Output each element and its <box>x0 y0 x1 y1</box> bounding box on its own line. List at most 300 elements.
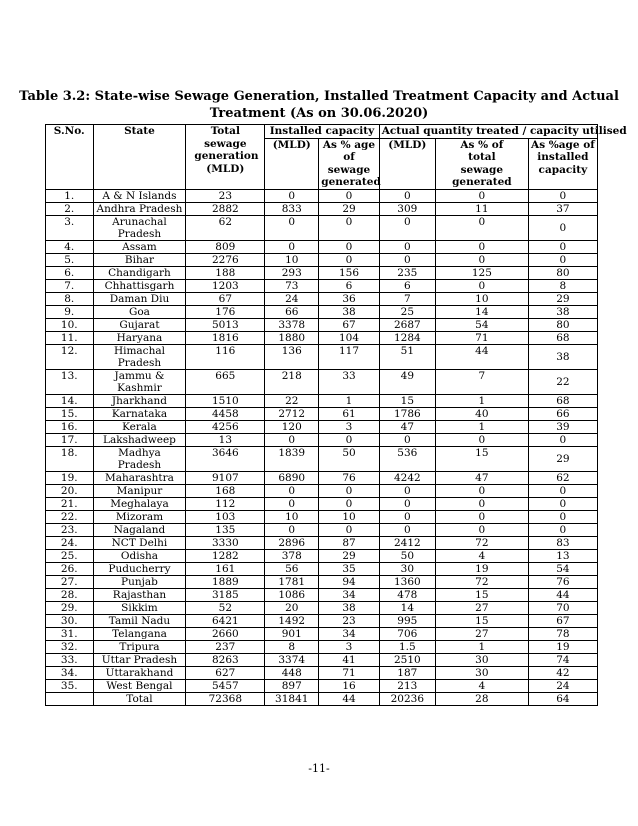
cell-value: 74 <box>528 653 597 666</box>
cell-sno: 29. <box>46 601 94 614</box>
cell-value: 15 <box>435 614 528 627</box>
cell-value: 2276 <box>186 253 265 266</box>
cell-value: 309 <box>379 202 435 215</box>
table-row <box>46 433 598 446</box>
cell-value: 71 <box>319 666 380 679</box>
cell-value: 0 <box>319 433 380 446</box>
table-row <box>46 279 598 292</box>
cell-value: 47 <box>435 471 528 484</box>
table-row <box>46 588 598 601</box>
table-row <box>46 420 598 433</box>
cell-value: 1282 <box>186 549 265 562</box>
cell-value: 161 <box>186 562 265 575</box>
cell-sno: 20. <box>46 484 94 497</box>
cell-value: 3646 <box>186 446 265 471</box>
header-sno: S.No. <box>46 125 94 190</box>
cell-value: 120 <box>265 420 319 433</box>
cell-state: Haryana <box>93 331 186 344</box>
cell-value: 15 <box>435 588 528 601</box>
cell-sno: 33. <box>46 653 94 666</box>
cell-state: Mizoram <box>93 510 186 523</box>
cell-value: 15 <box>435 446 528 471</box>
cell-value: 68 <box>528 394 597 407</box>
cell-value: 19 <box>528 640 597 653</box>
cell-value: 1 <box>435 420 528 433</box>
cell-value: 1786 <box>379 407 435 420</box>
table-title-line1: Table 3.2: State-wise Sewage Generation, Installed Treatment Capacity and Actual <box>19 89 619 104</box>
cell-value: 0 <box>265 189 319 202</box>
cell-value: 29 <box>319 549 380 562</box>
cell-value: 52 <box>186 601 265 614</box>
cell-value: 2712 <box>265 407 319 420</box>
cell-value: 1086 <box>265 588 319 601</box>
cell-sno: 35. <box>46 679 94 692</box>
cell-state: Nagaland <box>93 523 186 536</box>
cell-value: 0 <box>319 484 380 497</box>
cell-sno: 15. <box>46 407 94 420</box>
cell-state: Madhya Pradesh <box>93 446 186 471</box>
table-row <box>46 471 598 484</box>
cell-value: 30 <box>435 653 528 666</box>
cell-value: 168 <box>186 484 265 497</box>
cell-value: 62 <box>186 215 265 240</box>
cell-value: 1.5 <box>379 640 435 653</box>
cell-value: 39 <box>528 420 597 433</box>
table-row <box>46 666 598 679</box>
cell-value: 833 <box>265 202 319 215</box>
table-row <box>46 536 598 549</box>
cell-value: 41 <box>319 653 380 666</box>
cell-value: 0 <box>528 189 597 202</box>
cell-value: 83 <box>528 536 597 549</box>
cell-value: 1816 <box>186 331 265 344</box>
cell-value: 104 <box>319 331 380 344</box>
cell-sno: 25. <box>46 549 94 562</box>
cell-value: 30 <box>379 562 435 575</box>
cell-value: 448 <box>265 666 319 679</box>
cell-value: 0 <box>379 253 435 266</box>
table-row <box>46 253 598 266</box>
cell-sno: 17. <box>46 433 94 446</box>
cell-value: 47 <box>379 420 435 433</box>
cell-value: 1 <box>435 394 528 407</box>
total-value: 31841 <box>265 692 319 705</box>
cell-value: 0 <box>319 253 380 266</box>
cell-value: 56 <box>265 562 319 575</box>
cell-value: 1839 <box>265 446 319 471</box>
cell-value: 24 <box>265 292 319 305</box>
cell-value: 1880 <box>265 331 319 344</box>
cell-value: 14 <box>379 601 435 614</box>
cell-value: 49 <box>379 369 435 394</box>
cell-value: 6890 <box>265 471 319 484</box>
cell-state: Arunachal Pradesh <box>93 215 186 240</box>
cell-value: 36 <box>319 292 380 305</box>
cell-value: 34 <box>319 588 380 601</box>
cell-value: 38 <box>528 344 597 369</box>
cell-sno: 7. <box>46 279 94 292</box>
cell-sno: 24. <box>46 536 94 549</box>
cell-state: Goa <box>93 305 186 318</box>
cell-value: 1 <box>435 640 528 653</box>
cell-value: 40 <box>435 407 528 420</box>
cell-value: 0 <box>319 523 380 536</box>
cell-value: 0 <box>265 497 319 510</box>
cell-state: Andhra Pradesh <box>93 202 186 215</box>
cell-value: 4 <box>435 549 528 562</box>
table-row <box>46 318 598 331</box>
cell-value: 10 <box>265 253 319 266</box>
cell-value: 7 <box>435 369 528 394</box>
cell-value: 809 <box>186 240 265 253</box>
cell-value: 135 <box>186 523 265 536</box>
table-row <box>46 497 598 510</box>
cell-value: 10 <box>319 510 380 523</box>
cell-value: 51 <box>379 344 435 369</box>
cell-state: Tripura <box>93 640 186 653</box>
header-actual-treated: Actual quantity treated / capacity utilised <box>379 125 597 139</box>
cell-sno: 28. <box>46 588 94 601</box>
cell-value: 11 <box>435 202 528 215</box>
cell-sno: 9. <box>46 305 94 318</box>
cell-value: 42 <box>528 666 597 679</box>
total-label: Total <box>93 692 186 705</box>
cell-value: 13 <box>528 549 597 562</box>
cell-sno: 19. <box>46 471 94 484</box>
table-row <box>46 189 598 202</box>
cell-value: 1360 <box>379 575 435 588</box>
cell-value: 2660 <box>186 627 265 640</box>
cell-value: 13 <box>186 433 265 446</box>
cell-value: 38 <box>528 305 597 318</box>
cell-value: 29 <box>319 202 380 215</box>
table-row <box>46 331 598 344</box>
cell-value: 0 <box>435 510 528 523</box>
cell-value: 8263 <box>186 653 265 666</box>
cell-state: Gujarat <box>93 318 186 331</box>
cell-value: 0 <box>528 433 597 446</box>
cell-value: 71 <box>435 331 528 344</box>
cell-state: West Bengal <box>93 679 186 692</box>
cell-value: 0 <box>435 189 528 202</box>
cell-value: 38 <box>319 305 380 318</box>
cell-state: Sikkim <box>93 601 186 614</box>
cell-value: 72 <box>435 575 528 588</box>
cell-value: 536 <box>379 446 435 471</box>
cell-value: 4458 <box>186 407 265 420</box>
cell-value: 1203 <box>186 279 265 292</box>
cell-value: 6 <box>319 279 380 292</box>
cell-value: 62 <box>528 471 597 484</box>
cell-sno: 10. <box>46 318 94 331</box>
cell-value: 0 <box>379 484 435 497</box>
cell-value: 14 <box>435 305 528 318</box>
cell-value: 27 <box>435 601 528 614</box>
cell-value: 3378 <box>265 318 319 331</box>
cell-value: 901 <box>265 627 319 640</box>
cell-sno <box>46 692 94 705</box>
cell-sno: 14. <box>46 394 94 407</box>
cell-value: 94 <box>319 575 380 588</box>
cell-sno: 5. <box>46 253 94 266</box>
cell-value: 3185 <box>186 588 265 601</box>
cell-value: 24 <box>528 679 597 692</box>
table-row <box>46 679 598 692</box>
header-row-1 <box>46 125 598 139</box>
cell-value: 995 <box>379 614 435 627</box>
cell-value: 2510 <box>379 653 435 666</box>
cell-value: 293 <box>265 266 319 279</box>
cell-sno: 16. <box>46 420 94 433</box>
table-row <box>46 240 598 253</box>
cell-value: 38 <box>319 601 380 614</box>
cell-value: 897 <box>265 679 319 692</box>
cell-value: 0 <box>265 215 319 240</box>
header-actual-pct-total: As % of total sewage generated <box>435 138 528 189</box>
cell-sno: 23. <box>46 523 94 536</box>
cell-value: 0 <box>379 497 435 510</box>
cell-value: 0 <box>435 240 528 253</box>
cell-value: 4242 <box>379 471 435 484</box>
cell-value: 235 <box>379 266 435 279</box>
table-row <box>46 407 598 420</box>
header-actual-pct-installed: As %age of installed capacity <box>528 138 597 189</box>
cell-value: 76 <box>528 575 597 588</box>
table-row <box>46 446 598 471</box>
cell-value: 0 <box>379 523 435 536</box>
cell-value: 156 <box>319 266 380 279</box>
header-installed-mld: (MLD) <box>265 138 319 189</box>
cell-sno: 8. <box>46 292 94 305</box>
cell-sno: 30. <box>46 614 94 627</box>
cell-value: 23 <box>319 614 380 627</box>
cell-value: 0 <box>265 523 319 536</box>
cell-value: 9107 <box>186 471 265 484</box>
cell-value: 0 <box>528 240 597 253</box>
cell-value: 80 <box>528 318 597 331</box>
cell-value: 20 <box>265 601 319 614</box>
cell-state: Daman Diu <box>93 292 186 305</box>
cell-value: 1 <box>319 394 380 407</box>
cell-value: 8 <box>528 279 597 292</box>
cell-value: 0 <box>379 433 435 446</box>
cell-sno: 1. <box>46 189 94 202</box>
cell-value: 70 <box>528 601 597 614</box>
cell-value: 0 <box>379 215 435 240</box>
cell-value: 73 <box>265 279 319 292</box>
cell-value: 187 <box>379 666 435 679</box>
table-row <box>46 202 598 215</box>
cell-value: 0 <box>528 510 597 523</box>
cell-sno: 13. <box>46 369 94 394</box>
total-value: 64 <box>528 692 597 705</box>
total-value: 28 <box>435 692 528 705</box>
table-row <box>46 305 598 318</box>
cell-state: Telangana <box>93 627 186 640</box>
cell-value: 68 <box>528 331 597 344</box>
cell-value: 0 <box>435 484 528 497</box>
cell-sno: 27. <box>46 575 94 588</box>
table-title-line2: Treatment (As on 30.06.2020) <box>209 106 429 121</box>
cell-state: Chandigarh <box>93 266 186 279</box>
table-title <box>0 88 638 122</box>
cell-sno: 4. <box>46 240 94 253</box>
cell-value: 66 <box>528 407 597 420</box>
cell-value: 0 <box>435 523 528 536</box>
cell-state: Karnataka <box>93 407 186 420</box>
cell-value: 35 <box>319 562 380 575</box>
cell-value: 0 <box>319 189 380 202</box>
table-row <box>46 627 598 640</box>
table-row <box>46 640 598 653</box>
cell-value: 0 <box>379 240 435 253</box>
cell-value: 67 <box>186 292 265 305</box>
cell-value: 34 <box>319 627 380 640</box>
cell-value: 0 <box>435 215 528 240</box>
cell-value: 7 <box>379 292 435 305</box>
table-row <box>46 562 598 575</box>
cell-value: 0 <box>265 484 319 497</box>
cell-sno: 31. <box>46 627 94 640</box>
cell-state: A & N Islands <box>93 189 186 202</box>
cell-value: 72 <box>435 536 528 549</box>
cell-sno: 3. <box>46 215 94 240</box>
table-row <box>46 292 598 305</box>
table-row <box>46 510 598 523</box>
cell-state: Jammu & Kashmir <box>93 369 186 394</box>
cell-value: 0 <box>528 253 597 266</box>
cell-sno: 34. <box>46 666 94 679</box>
cell-value: 29 <box>528 292 597 305</box>
cell-value: 2882 <box>186 202 265 215</box>
cell-state: Kerala <box>93 420 186 433</box>
cell-value: 0 <box>528 497 597 510</box>
cell-value: 378 <box>265 549 319 562</box>
cell-state: Uttar Pradesh <box>93 653 186 666</box>
cell-value: 213 <box>379 679 435 692</box>
cell-value: 237 <box>186 640 265 653</box>
table-row <box>46 394 598 407</box>
cell-value: 78 <box>528 627 597 640</box>
header-installed-pct: As % age of sewage generated <box>319 138 380 189</box>
table-body <box>46 189 598 705</box>
cell-value: 1284 <box>379 331 435 344</box>
cell-value: 87 <box>319 536 380 549</box>
cell-state: Rajasthan <box>93 588 186 601</box>
table-row <box>46 653 598 666</box>
cell-value: 0 <box>435 279 528 292</box>
cell-value: 15 <box>379 394 435 407</box>
cell-sno: 11. <box>46 331 94 344</box>
cell-state: Himachal Pradesh <box>93 344 186 369</box>
cell-value: 10 <box>265 510 319 523</box>
cell-value: 16 <box>319 679 380 692</box>
cell-state: Lakshadweep <box>93 433 186 446</box>
cell-state: Bihar <box>93 253 186 266</box>
cell-value: 61 <box>319 407 380 420</box>
cell-value: 0 <box>528 215 597 240</box>
cell-value: 5013 <box>186 318 265 331</box>
cell-value: 66 <box>265 305 319 318</box>
cell-state: Punjab <box>93 575 186 588</box>
cell-value: 0 <box>528 523 597 536</box>
table-row <box>46 523 598 536</box>
cell-value: 8 <box>265 640 319 653</box>
cell-value: 0 <box>319 497 380 510</box>
cell-state: Uttarakhand <box>93 666 186 679</box>
cell-sno: 32. <box>46 640 94 653</box>
cell-value: 0 <box>379 510 435 523</box>
table-row <box>46 575 598 588</box>
cell-value: 2412 <box>379 536 435 549</box>
cell-value: 76 <box>319 471 380 484</box>
total-value: 44 <box>319 692 380 705</box>
cell-value: 67 <box>319 318 380 331</box>
cell-state: Puducherry <box>93 562 186 575</box>
cell-value: 44 <box>528 588 597 601</box>
cell-value: 19 <box>435 562 528 575</box>
table-row <box>46 601 598 614</box>
cell-value: 30 <box>435 666 528 679</box>
cell-value: 50 <box>319 446 380 471</box>
cell-state: Tamil Nadu <box>93 614 186 627</box>
cell-value: 1781 <box>265 575 319 588</box>
cell-state: Meghalaya <box>93 497 186 510</box>
header-actual-mld: (MLD) <box>379 138 435 189</box>
table-row <box>46 549 598 562</box>
cell-value: 0 <box>319 240 380 253</box>
cell-value: 0 <box>379 189 435 202</box>
cell-sno: 18. <box>46 446 94 471</box>
cell-value: 3 <box>319 640 380 653</box>
cell-value: 176 <box>186 305 265 318</box>
cell-value: 25 <box>379 305 435 318</box>
cell-state: Jharkhand <box>93 394 186 407</box>
cell-value: 0 <box>435 433 528 446</box>
cell-value: 0 <box>435 253 528 266</box>
cell-value: 2896 <box>265 536 319 549</box>
cell-value: 478 <box>379 588 435 601</box>
cell-value: 665 <box>186 369 265 394</box>
cell-value: 706 <box>379 627 435 640</box>
cell-value: 10 <box>435 292 528 305</box>
cell-state: Maharashtra <box>93 471 186 484</box>
total-value: 20236 <box>379 692 435 705</box>
cell-value: 136 <box>265 344 319 369</box>
cell-sno: 26. <box>46 562 94 575</box>
cell-value: 33 <box>319 369 380 394</box>
cell-value: 4 <box>435 679 528 692</box>
cell-value: 1510 <box>186 394 265 407</box>
cell-value: 0 <box>265 433 319 446</box>
cell-value: 3330 <box>186 536 265 549</box>
cell-value: 3 <box>319 420 380 433</box>
cell-value: 117 <box>319 344 380 369</box>
cell-value: 54 <box>435 318 528 331</box>
cell-value: 4256 <box>186 420 265 433</box>
cell-value: 27 <box>435 627 528 640</box>
cell-value: 188 <box>186 266 265 279</box>
cell-value: 1492 <box>265 614 319 627</box>
cell-sno: 22. <box>46 510 94 523</box>
header-total-generation: Total sewage generation (MLD) <box>186 125 265 190</box>
cell-value: 0 <box>528 484 597 497</box>
cell-state: Manipur <box>93 484 186 497</box>
table-row <box>46 484 598 497</box>
cell-sno: 6. <box>46 266 94 279</box>
cell-value: 37 <box>528 202 597 215</box>
table-row <box>46 369 598 394</box>
